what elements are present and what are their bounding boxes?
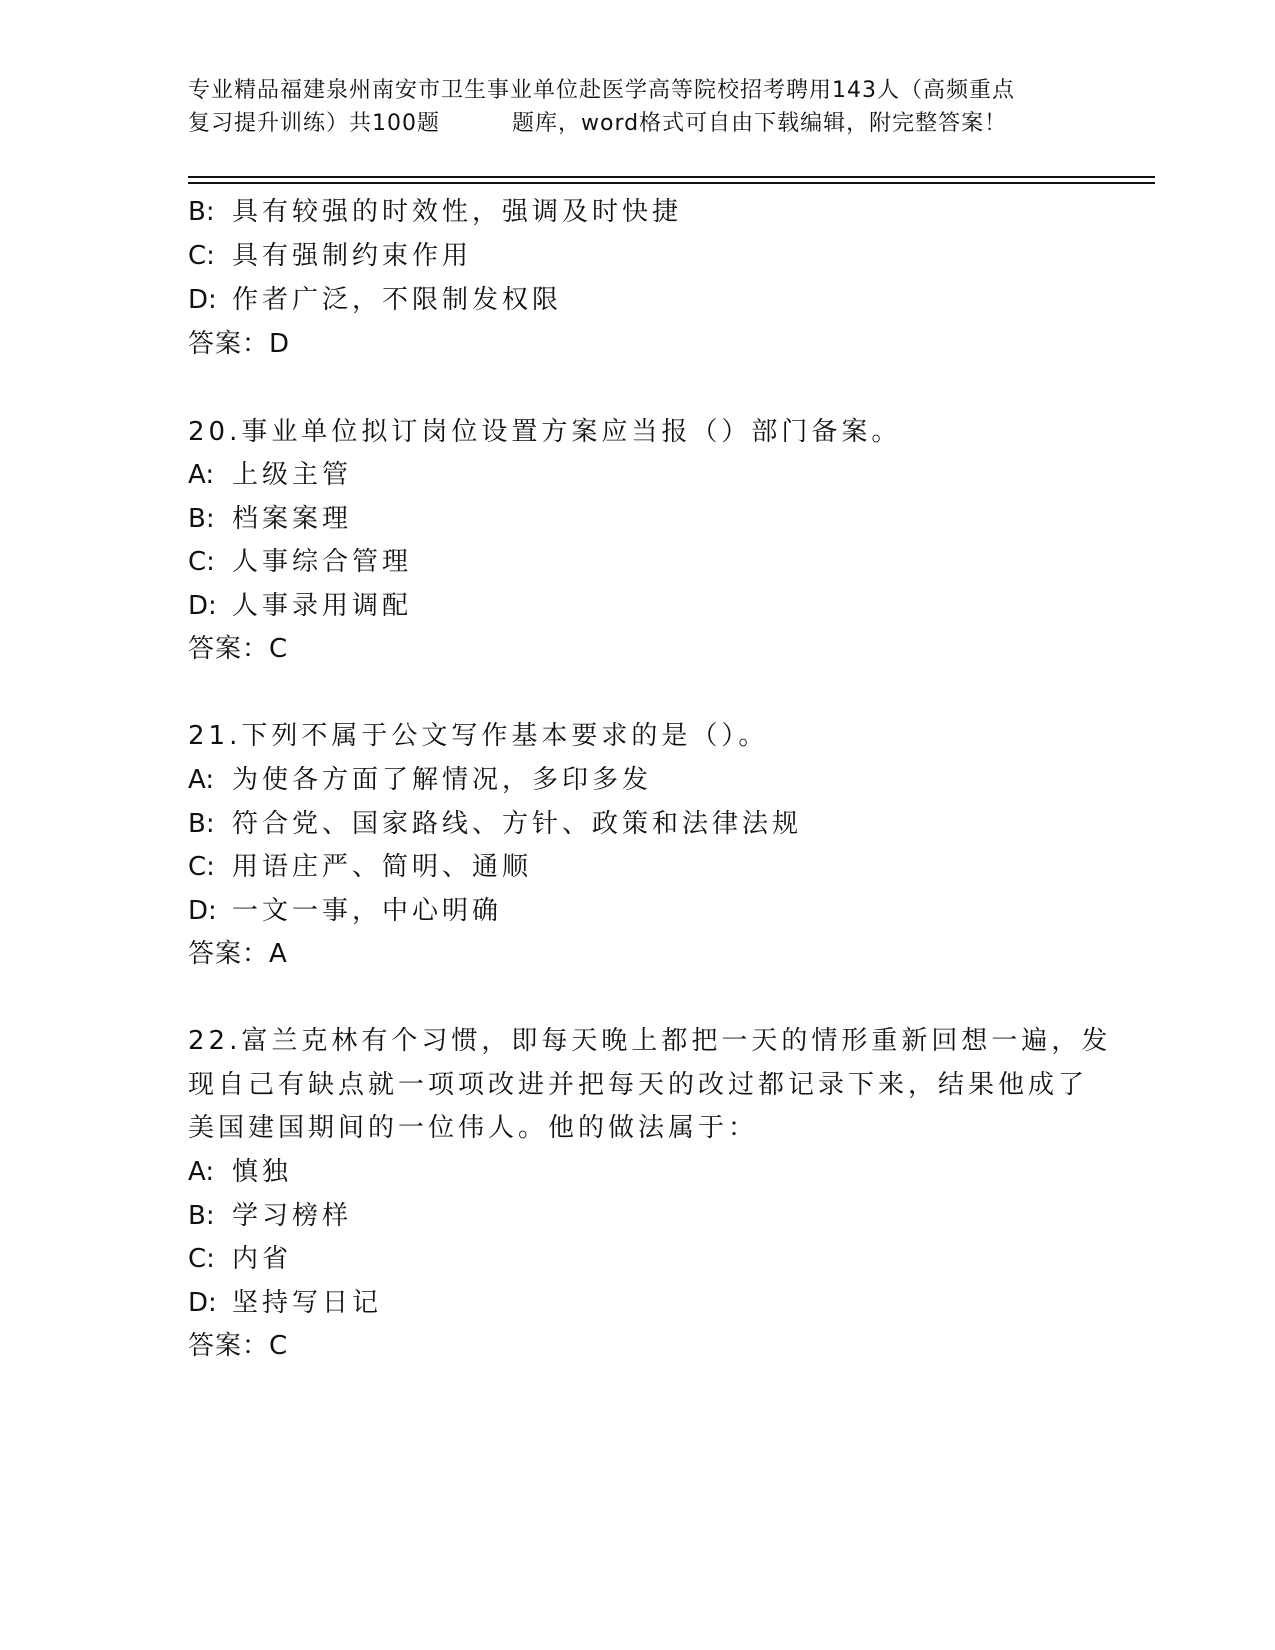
option-text: 档案案理: [232, 504, 353, 534]
question-20-answer: 答案：C: [188, 634, 289, 664]
header-line-2-part-2: 题库，word格式可自由下载编辑，附完整答案！: [512, 111, 1008, 136]
question-20-option-c: [188, 546, 412, 578]
option-letter: D:: [188, 285, 217, 315]
option-letter: B:: [188, 504, 215, 534]
option-text: 用语庄严、简明、通顺: [232, 852, 533, 882]
option-letter: A:: [188, 765, 215, 795]
question-22-option-d: [188, 1287, 382, 1319]
option-letter: C:: [188, 547, 215, 577]
question-22-option-b: [188, 1200, 352, 1232]
question-22-option-c: [188, 1243, 292, 1275]
option-text: 一文一事，中心明确: [232, 896, 503, 926]
option-letter: A:: [188, 460, 215, 490]
option-text: 为使各方面了解情况，多印多发: [232, 765, 653, 795]
option-letter: B:: [188, 809, 215, 839]
option-text: 人事综合管理: [232, 547, 413, 577]
header-divider-bottom: [188, 182, 1155, 184]
question-20-stem: 20.事业单位拟订岗位设置方案应当报（）部门备案。: [188, 417, 902, 447]
question-22-stem-line-1: 22.富兰克林有个习惯，即每天晚上都把一天的情形重新回想一遍，发: [188, 1026, 1112, 1056]
option-letter: D:: [188, 1288, 217, 1318]
question-20-option-d: [188, 590, 412, 622]
option-letter: D:: [188, 591, 217, 621]
header-line-2: [188, 107, 1088, 140]
question-22-stem-line-3: 美国建国期间的一位伟人。他的做法属于：: [188, 1113, 759, 1143]
option-text: 内省: [232, 1244, 293, 1274]
option-letter: C:: [188, 852, 215, 882]
question-19-option-b: [188, 196, 682, 228]
question-21-option-c: [188, 851, 532, 883]
option-text: 学习榜样: [232, 1201, 353, 1231]
question-21-option-a: [188, 764, 652, 796]
option-letter: D:: [188, 896, 217, 926]
option-text: 人事录用调配: [232, 591, 413, 621]
question-21-stem: 21.下列不属于公文写作基本要求的是（）。: [188, 721, 769, 751]
question-21-answer: 答案：A: [188, 939, 288, 969]
question-19-answer: 答案：D: [188, 329, 291, 359]
question-21-option-d: [188, 895, 502, 927]
question-21-option-b: [188, 808, 802, 840]
question-20-option-a: [188, 459, 352, 491]
option-letter: C:: [188, 241, 215, 271]
option-letter: B:: [188, 1201, 215, 1231]
option-text: 具有强制约束作用: [232, 241, 473, 271]
header-line-2-part-1: 复习提升训练）共100题: [188, 111, 440, 136]
option-letter: C:: [188, 1244, 215, 1274]
option-letter: B:: [188, 197, 215, 227]
option-text: 具有较强的时效性，强调及时快捷: [232, 197, 683, 227]
header-divider-top: [188, 176, 1155, 178]
option-text: 符合党、国家路线、方针、政策和法律法规: [232, 809, 803, 839]
option-letter: A:: [188, 1157, 215, 1187]
question-22-answer: 答案：C: [188, 1331, 289, 1361]
question-19-option-d: [188, 284, 562, 316]
question-22-option-a: [188, 1156, 292, 1188]
option-text: 上级主管: [232, 460, 353, 490]
option-text: 坚持写日记: [232, 1288, 383, 1318]
option-text: 作者广泛，不限制发权限: [232, 285, 563, 315]
question-19-option-c: [188, 240, 472, 272]
header-line-1: 专业精品福建泉州南安市卫生事业单位赴医学高等院校招考聘用143人（高频重点: [188, 78, 1015, 103]
option-text: 慎独: [232, 1157, 293, 1187]
document-header: [188, 74, 1088, 140]
question-22-stem-line-2: 现自己有缺点就一项项改进并把每天的改过都记录下来，结果他成了: [188, 1070, 1089, 1100]
question-20-option-b: [188, 503, 352, 535]
